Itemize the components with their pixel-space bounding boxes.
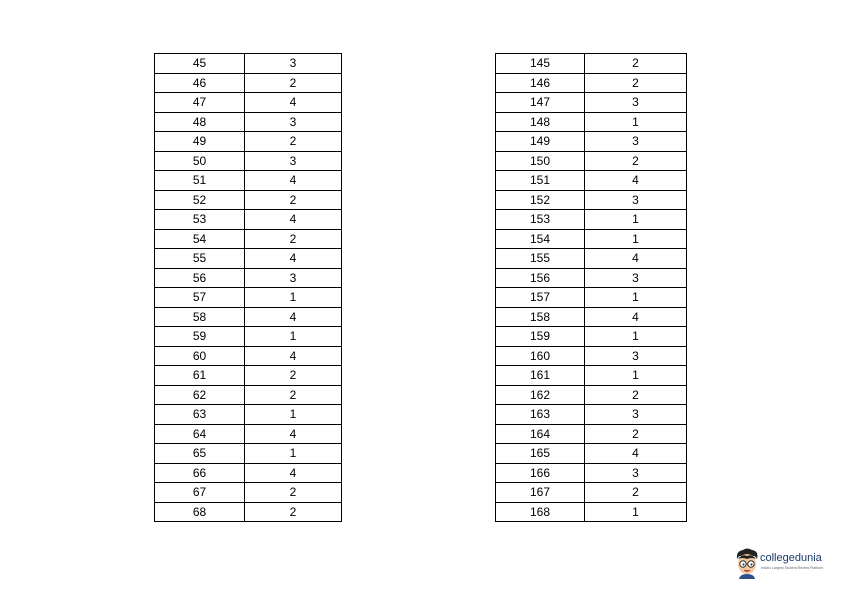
question-number-cell: 161	[496, 366, 585, 386]
table-row	[155, 463, 342, 483]
question-number-cell: 160	[496, 346, 585, 366]
answer-option-cell: 2	[245, 483, 342, 503]
answer-option-cell: 1	[585, 327, 687, 347]
table-row	[155, 366, 342, 386]
table-row	[496, 132, 687, 152]
question-number-cell: 153	[496, 210, 585, 230]
question-number-cell: 165	[496, 444, 585, 464]
question-number-cell: 167	[496, 483, 585, 503]
table-row	[496, 444, 687, 464]
answer-option-cell: 4	[245, 463, 342, 483]
answer-option-cell: 2	[245, 190, 342, 210]
question-number-cell: 57	[155, 288, 245, 308]
answer-option-cell: 1	[585, 112, 687, 132]
answer-option-cell: 4	[245, 210, 342, 230]
table-row	[496, 190, 687, 210]
answer-option-cell: 3	[245, 151, 342, 171]
table-row	[155, 93, 342, 113]
question-number-cell: 148	[496, 112, 585, 132]
answer-option-cell: 1	[585, 288, 687, 308]
answer-option-cell: 3	[585, 190, 687, 210]
answer-option-cell: 4	[585, 444, 687, 464]
table-row	[496, 288, 687, 308]
table-row	[496, 346, 687, 366]
question-number-cell: 60	[155, 346, 245, 366]
table-row	[155, 307, 342, 327]
table-row	[496, 249, 687, 269]
question-number-cell: 166	[496, 463, 585, 483]
question-number-cell: 149	[496, 132, 585, 152]
student-mascot-icon	[733, 547, 761, 579]
table-row	[155, 268, 342, 288]
answer-option-cell: 4	[245, 424, 342, 444]
answer-key-table-left	[154, 53, 342, 522]
table-row	[496, 112, 687, 132]
table-row	[155, 249, 342, 269]
table-row	[496, 268, 687, 288]
table-row	[496, 171, 687, 191]
brand-tagline: India's Largest Student Review Platform	[761, 566, 824, 570]
table-row	[496, 73, 687, 93]
table-row	[496, 385, 687, 405]
question-number-cell: 151	[496, 171, 585, 191]
table-row	[496, 307, 687, 327]
question-number-cell: 63	[155, 405, 245, 425]
table-row	[155, 151, 342, 171]
question-number-cell: 55	[155, 249, 245, 269]
answer-option-cell: 1	[585, 502, 687, 522]
answer-option-cell: 1	[245, 405, 342, 425]
table-row	[496, 483, 687, 503]
answer-option-cell: 3	[245, 268, 342, 288]
question-number-cell: 159	[496, 327, 585, 347]
question-number-cell: 156	[496, 268, 585, 288]
table-row	[155, 54, 342, 74]
answer-option-cell: 3	[585, 132, 687, 152]
collegedunia-watermark	[733, 547, 833, 581]
answer-option-cell: 2	[585, 151, 687, 171]
question-number-cell: 50	[155, 151, 245, 171]
answer-option-cell: 4	[585, 249, 687, 269]
question-number-cell: 67	[155, 483, 245, 503]
table-row	[496, 229, 687, 249]
question-number-cell: 54	[155, 229, 245, 249]
answer-option-cell: 2	[245, 229, 342, 249]
table-row	[155, 190, 342, 210]
answer-option-cell: 3	[245, 54, 342, 74]
table-row	[155, 171, 342, 191]
table-row	[496, 424, 687, 444]
question-number-cell: 53	[155, 210, 245, 230]
question-number-cell: 61	[155, 366, 245, 386]
table-row	[496, 366, 687, 386]
question-number-cell: 58	[155, 307, 245, 327]
question-number-cell: 157	[496, 288, 585, 308]
question-number-cell: 146	[496, 73, 585, 93]
answer-option-cell: 4	[245, 93, 342, 113]
answer-option-cell: 4	[245, 346, 342, 366]
table-row	[155, 424, 342, 444]
table-row	[496, 327, 687, 347]
question-number-cell: 48	[155, 112, 245, 132]
answer-option-cell: 1	[245, 444, 342, 464]
question-number-cell: 45	[155, 54, 245, 74]
question-number-cell: 155	[496, 249, 585, 269]
question-number-cell: 65	[155, 444, 245, 464]
answer-option-cell: 2	[585, 424, 687, 444]
question-number-cell: 68	[155, 502, 245, 522]
table-row	[155, 210, 342, 230]
question-number-cell: 162	[496, 385, 585, 405]
answer-option-cell: 3	[245, 112, 342, 132]
question-number-cell: 62	[155, 385, 245, 405]
answer-option-cell: 2	[245, 502, 342, 522]
table-row	[155, 73, 342, 93]
table-row	[155, 327, 342, 347]
question-number-cell: 47	[155, 93, 245, 113]
table-body	[496, 54, 687, 522]
answer-option-cell: 2	[585, 385, 687, 405]
answer-option-cell: 3	[585, 346, 687, 366]
answer-option-cell: 2	[245, 132, 342, 152]
table-row	[496, 405, 687, 425]
table-body	[155, 54, 342, 522]
answer-option-cell: 2	[585, 54, 687, 74]
answer-option-cell: 2	[245, 73, 342, 93]
table-row	[155, 385, 342, 405]
question-number-cell: 49	[155, 132, 245, 152]
answer-option-cell: 3	[585, 268, 687, 288]
question-number-cell: 66	[155, 463, 245, 483]
answer-option-cell: 4	[245, 307, 342, 327]
answer-option-cell: 2	[245, 385, 342, 405]
table-row	[155, 132, 342, 152]
answer-option-cell: 1	[585, 229, 687, 249]
answer-option-cell: 4	[245, 249, 342, 269]
answer-option-cell: 4	[245, 171, 342, 191]
table-row	[496, 93, 687, 113]
answer-option-cell: 1	[245, 288, 342, 308]
answer-option-cell: 1	[585, 210, 687, 230]
question-number-cell: 164	[496, 424, 585, 444]
table-row	[496, 463, 687, 483]
table-row	[155, 288, 342, 308]
table-row	[155, 444, 342, 464]
table-row	[496, 151, 687, 171]
question-number-cell: 52	[155, 190, 245, 210]
table-row	[496, 210, 687, 230]
answer-option-cell: 3	[585, 463, 687, 483]
question-number-cell: 59	[155, 327, 245, 347]
question-number-cell: 154	[496, 229, 585, 249]
table-row	[155, 405, 342, 425]
question-number-cell: 147	[496, 93, 585, 113]
answer-option-cell: 4	[585, 307, 687, 327]
table-row	[155, 502, 342, 522]
answer-option-cell: 2	[585, 73, 687, 93]
question-number-cell: 152	[496, 190, 585, 210]
question-number-cell: 150	[496, 151, 585, 171]
question-number-cell: 163	[496, 405, 585, 425]
table-row	[155, 112, 342, 132]
question-number-cell: 168	[496, 502, 585, 522]
table-row	[496, 54, 687, 74]
question-number-cell: 46	[155, 73, 245, 93]
table-row	[496, 502, 687, 522]
question-number-cell: 145	[496, 54, 585, 74]
table-row	[155, 229, 342, 249]
answer-option-cell: 2	[585, 483, 687, 503]
answer-option-cell: 4	[585, 171, 687, 191]
question-number-cell: 64	[155, 424, 245, 444]
answer-key-table-right	[495, 53, 687, 522]
question-number-cell: 51	[155, 171, 245, 191]
answer-option-cell: 3	[585, 405, 687, 425]
answer-option-cell: 2	[245, 366, 342, 386]
answer-option-cell: 1	[245, 327, 342, 347]
table-row	[155, 346, 342, 366]
table-row	[155, 483, 342, 503]
answer-option-cell: 1	[585, 366, 687, 386]
answer-option-cell: 3	[585, 93, 687, 113]
brand-name: collegedunia	[760, 552, 822, 564]
question-number-cell: 56	[155, 268, 245, 288]
question-number-cell: 158	[496, 307, 585, 327]
